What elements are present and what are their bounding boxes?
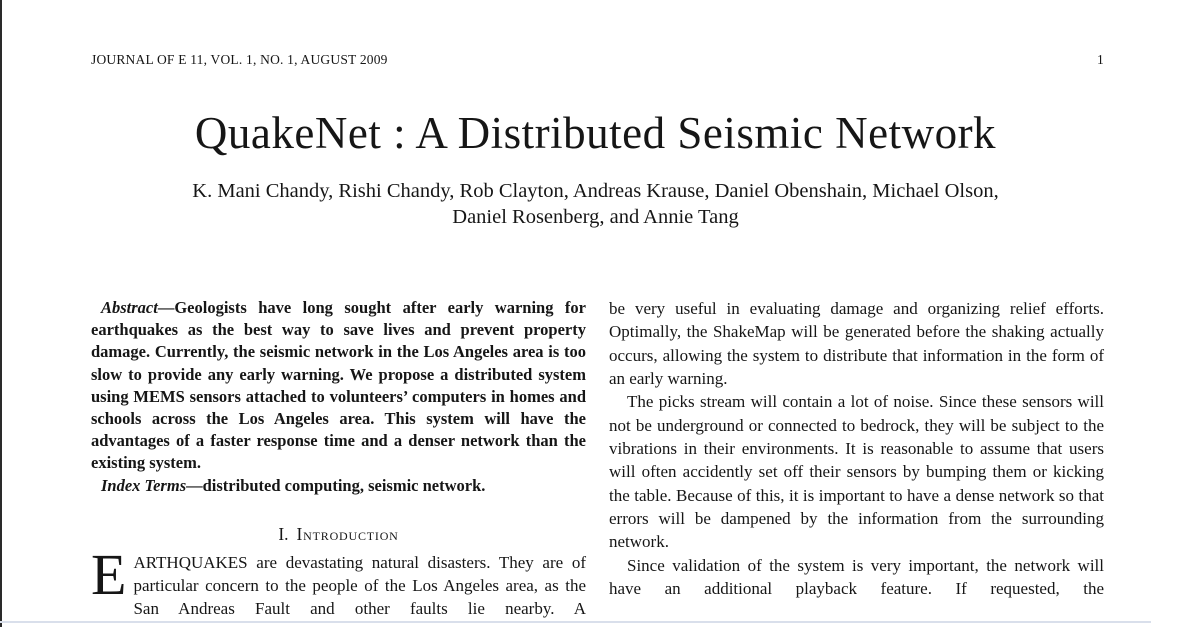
abstract-label: Abstract	[101, 298, 158, 317]
paper-title: QuakeNet : A Distributed Seismic Network	[194, 108, 997, 158]
cutoff-text-line	[0, 621, 1151, 623]
author-line-1: K. Mani Chandy, Rishi Chandy, Rob Clayton, Andreas Krause, Daniel Obenshain, Michael Olson,	[192, 180, 999, 202]
right-paragraph-picks-stream: The picks stream will contain a lot of noise. Since these sensors will not be underground or connected to bedrock, they will be subject to the vibrations in their environments. It is reasonable to assume that users will often accidently set off their sensors by bumping them or kicking the table. Because of this, it is important to have a dense network so that errors will be dampened by the information from the surrounding network.	[609, 392, 1104, 552]
index-terms-label: Index Terms	[101, 475, 187, 495]
two-column-body	[91, 297, 1104, 621]
right-paragraph-validation: Since validation of the system is very important, the network will have an additional playback feature. If requested, the	[609, 555, 1104, 599]
introduction-paragraph	[91, 541, 586, 621]
introduction-lead-word: ARTHQUAKES	[133, 552, 248, 572]
index-terms-text: —distributed computing, seismic network.	[186, 475, 486, 495]
left-column	[91, 297, 586, 621]
page-number: 1	[1097, 52, 1104, 67]
section-title: Introduction	[296, 523, 399, 544]
page-left-edge-line	[0, 0, 2, 627]
section-number: I.	[278, 523, 289, 544]
dropcap-letter: E	[91, 541, 127, 607]
index-terms-paragraph	[91, 475, 586, 497]
right-paragraph-continuation: be very useful in evaluating damage and organizing relief efforts. Optimally, the ShakeMap will be generated before the shaking actually occurs, allowing the system to distribute that information in the form of an early warning.	[609, 299, 1104, 389]
introduction-text: are devastating natural disasters. They are of particular concern to the people of the Los Angeles area, as the San Andreas Fault and other faults lie nearby. A	[133, 552, 586, 619]
author-line-2: Daniel Rosenberg, and Annie Tang	[452, 206, 739, 228]
running-header	[91, 52, 1104, 68]
journal-line: JOURNAL OF E 11, VOL. 1, NO. 1, AUGUST 2009	[91, 52, 388, 67]
abstract-paragraph	[91, 297, 586, 475]
section-heading-introduction	[91, 524, 586, 545]
author-block	[0, 178, 1191, 230]
abstract-text: —Geologists have long sought after early warning for earthquakes as the best way to save lives and prevent property damage. Currently, the seismic network in the Los Angeles area is too slow to provide any early warning. We propose a distributed system using MEMS sensors attached to volunteers’ computers in homes and schools across the Los Angeles area. This system will have the advantages of a faster response time and a denser network than the existing system.	[91, 298, 586, 473]
right-column	[609, 297, 1104, 621]
